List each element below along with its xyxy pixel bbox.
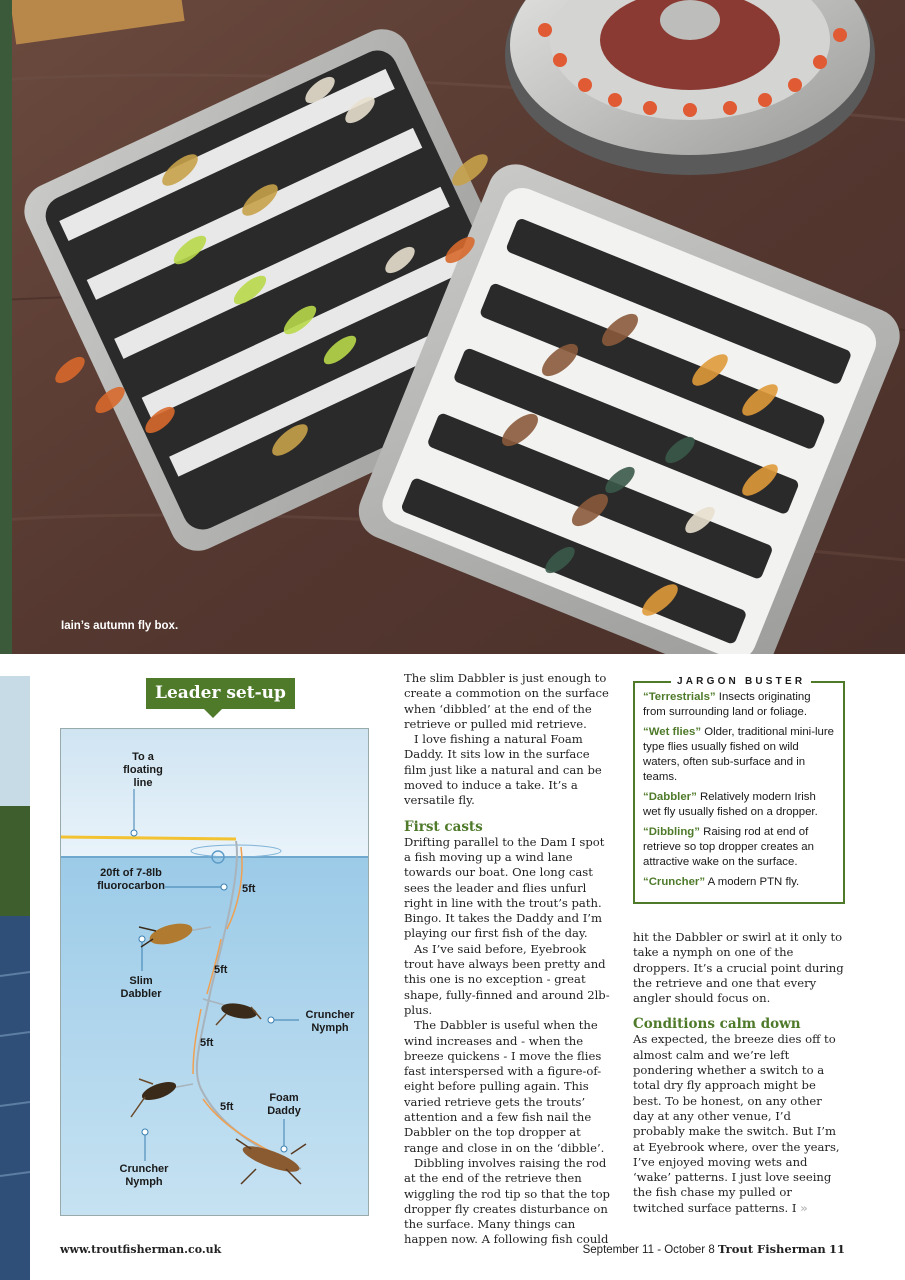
subheading-first-casts: First casts xyxy=(404,818,483,835)
jargon-definition: A modern PTN fly. xyxy=(707,876,800,888)
footer-page-number: 11 xyxy=(828,1242,845,1256)
paragraph: As expected, the breeze dies off to almost calm and we’re left pondering whether a switch to a total dry fly approach might be best. To be honest, on any other day at any other venue, I’d probably make the switch. But I’m at Eyebrook where, over the years, I’ve enjoyed moving wets and ‘wake’ patterns. I just love seeing the fish chase my pulled or twitched surface patterns. I » xyxy=(633,1032,840,1215)
jargon-entry xyxy=(643,725,835,785)
jargon-entry xyxy=(643,825,835,870)
leader-setup-diagram xyxy=(60,728,369,1216)
article-column-1 xyxy=(404,671,614,1248)
jargon-term: “Dibbling” xyxy=(643,826,700,838)
label-floating-line: To a floating line xyxy=(123,751,163,789)
edge-landscape-strip xyxy=(0,676,30,1280)
jargon-term: “Dabbler” xyxy=(643,791,697,803)
label-cruncher-nymph-bottom: Cruncher Nymph xyxy=(119,1163,169,1188)
jargon-term: “Terrestrials” xyxy=(643,691,716,703)
paragraph: The slim Dabbler is just enough to create a commotion on the surface when ‘dibbled’ at the end of the retrieve or pulled mid retrieve. xyxy=(404,671,609,731)
jargon-buster-box xyxy=(633,676,845,904)
continue-arrow-icon: » xyxy=(800,1200,808,1215)
distance-label-4: 5ft xyxy=(220,1101,234,1113)
paragraph: hit the Dabbler or swirl at it only to take a nymph on one of the droppers. It’s a crucial point during the retrieve and one that every angler should focus on. xyxy=(633,930,844,1006)
paragraph: Drifting parallel to the Dam I spot a fish moving up a wind lane towards our boat. One long cast sees the leader and flies unfurl right in line with the trout’s path. Bingo. It takes the Daddy and I’m playing our first fish of the day. xyxy=(404,834,605,941)
label-foam-daddy: Foam Daddy xyxy=(267,1092,301,1117)
distance-label-3: 5ft xyxy=(200,1037,214,1049)
jargon-entry xyxy=(643,790,835,820)
jargon-buster-title: JARGON BUSTER xyxy=(671,674,811,689)
label-fluorocarbon: 20ft of 7-8lb fluorocarbon xyxy=(97,867,165,892)
paragraph: As I’ve said before, Eyebrook trout have always been pretty and this one is no exception - great shape, fully-finned and around 2lb-plus. xyxy=(404,941,610,1017)
jargon-definition: Insects originating from surrounding land or foliage. xyxy=(643,691,811,718)
footer-dates: September 11 - October 8 xyxy=(582,1244,715,1256)
jargon-entry xyxy=(643,875,835,890)
jargon-term: “Cruncher” xyxy=(643,876,706,888)
jargon-term: “Wet flies” xyxy=(643,726,702,738)
photo-caption: Iain’s autumn fly box. xyxy=(61,620,179,632)
label-cruncher-nymph-right: Cruncher Nymph xyxy=(305,1009,355,1034)
paragraph: Dibbling involves raising the rod at the end of the retrieve then wiggling the rod tip so that the top dropper fly creates disturbance on the surface. Many things can happen now. A following fish could xyxy=(404,1155,610,1247)
paragraph: The Dabbler is useful when the wind increases and - when the breeze quickens - I move the flies fast interspersed with a figure-of-eight before pulling again. This varied retrieve gets the trouts’ attention and a few fish nail the Dabbler on the top dropper at range and close in on the ‘dibble’. xyxy=(404,1018,605,1155)
article-column-2 xyxy=(633,930,846,1216)
footer-magazine-name: Trout Fisherman xyxy=(717,1242,826,1256)
label-slim-dabbler: Slim Dabbler xyxy=(120,975,162,1000)
footer-website-url: www.troutfisherman.co.uk xyxy=(60,1243,222,1256)
jargon-definition: Raising rod at end of retrieve so top dropper creates an attractive wake on the surface. xyxy=(643,826,814,868)
distance-label-1: 5ft xyxy=(242,883,256,895)
jargon-definition: Older, traditional mini-lure type flies usually fished on wild waters, often sub-surface and in teams. xyxy=(643,726,834,783)
leader-setup-title: Leader set-up xyxy=(146,678,295,709)
distance-label-2: 5ft xyxy=(214,964,228,976)
jargon-definition: Relatively modern Irish wet fly usually fished on a dropper. xyxy=(643,791,818,818)
subheading-conditions-calm-down: Conditions calm down xyxy=(633,1016,801,1033)
jargon-entry xyxy=(643,690,835,720)
footer-page-info xyxy=(583,1242,845,1256)
paragraph: I love fishing a natural Foam Daddy. It sits low in the surface film just like a natural and can be moved to induce a take. It’s a versatile fly. xyxy=(404,732,602,808)
floating-line xyxy=(61,837,236,839)
